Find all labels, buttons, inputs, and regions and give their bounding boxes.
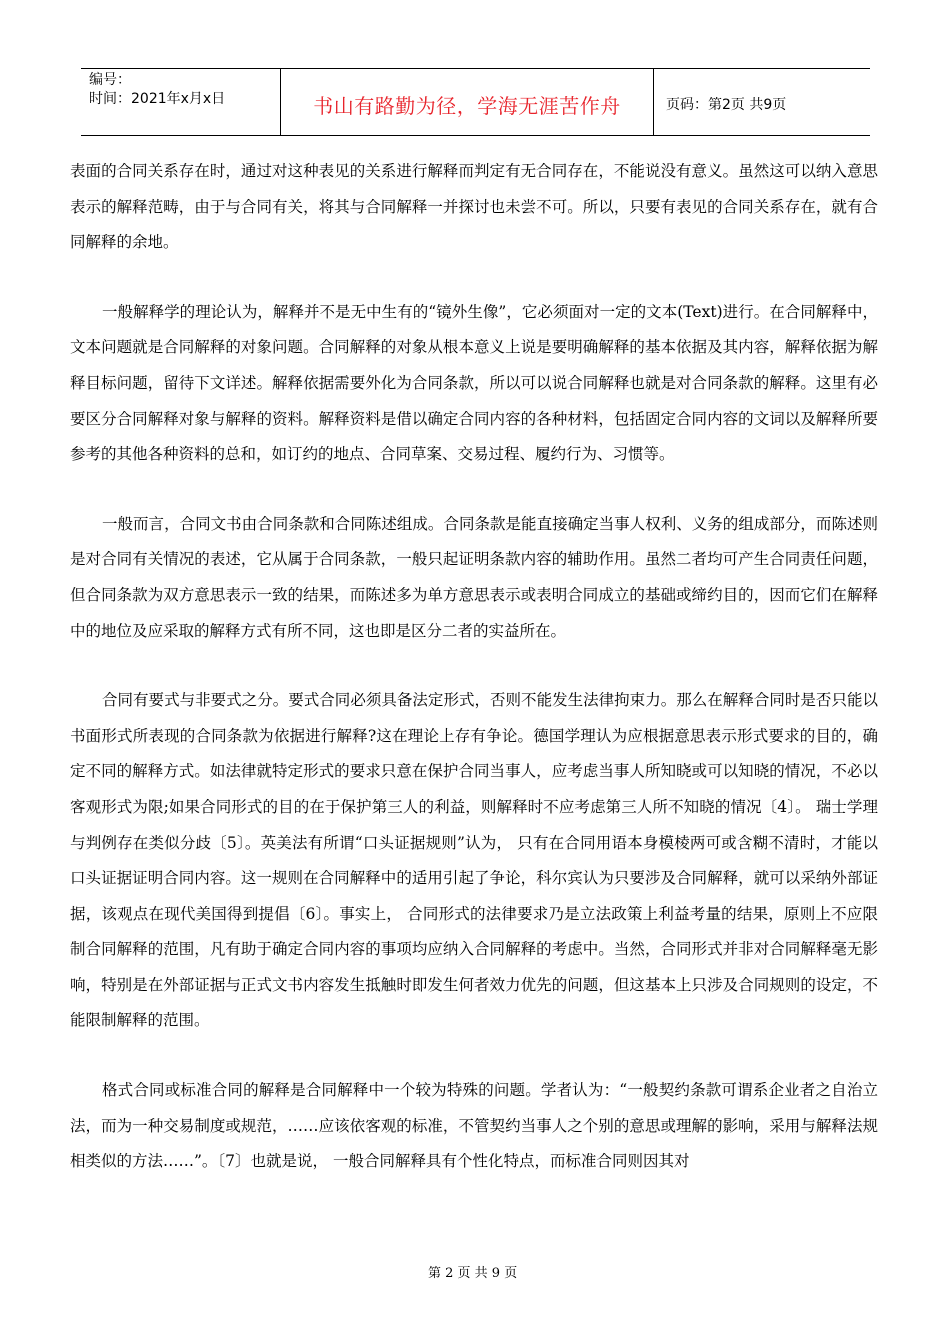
page-footer: 第 2 页 共 9 页 bbox=[428, 1266, 518, 1281]
paragraph: 表面的合同关系存在时，通过对这种表见的关系进行解释而判定有无合同存在，不能说没有意义。虽然这可以纳入意思表示的解释范畴，由于与合同有关，将其与合同解释一并探讨也未尝不可。所以，只要有表见的合同关系存在，就有合同解释的余地。 bbox=[70, 162, 878, 252]
paragraph: 合同有要式与非要式之分。要式合同必须具备法定形式，否则不能发生法律拘束力。那么在解释合同时是否只能以书面形式所表现的合同条款为依据进行解释?这在理论上存有争论。德国学理认为应根据意思表示形式要求的目的，确定不同的解释方式。如法律就特定形式的要求只意在保护合同当事人，应考虑当事人所知晓或可以知晓的情况，不必以客观形式为限;如果合同形式的目的在于保护第三人的利益，则解释时不应考虑第三人所不知晓的情况〔4〕。 瑞士学理与判例存在类似分歧〔5〕。英美法有所谓“口头证据规则”认为， 只有在合同用语本身模棱两可或含糊不清时，才能以口头证据证明合同内容。这一规则在合同解释中的适用引起了争论，科尔宾认为只要涉及合同解释，就可以采纳外部证据，该观点在现代美国得到提倡〔6〕。事实上， 合同形式的法律要求乃是立法政策上利益考量的结果，原则上不应限制合同解释的范围，凡有助于确定合同内容的事项均应纳入合同解释的考虑中。当然，合同形式并非对合同解释毫无影响，特别是在外部证据与正式文书内容发生抵触时即发生何者效力优先的问题，但这基本上只涉及合同规则的设定，不能限制解释的范围。 bbox=[70, 691, 878, 1030]
header-motto: 书山有路勤为径，学海无涯苦作舟 bbox=[281, 69, 654, 135]
number-label: 编号： bbox=[89, 72, 131, 88]
page-header bbox=[81, 68, 870, 136]
header-page-label: 页码：第2页 共9页 bbox=[666, 97, 787, 113]
document-body bbox=[70, 154, 878, 1214]
paragraph: 一般解释学的理论认为，解释并不是无中生有的“镜外生像”，它必须面对一定的文本(Text)进行。在合同解释中，文本问题就是合同解释的对象问题。合同解释的对象从根本意义上说是要明确解释的基本依据及其内容，解释依据为解释目标问题，留待下文详述。解释依据需要外化为合同条款，所以可以说合同解释也就是对合同条款的解释。这里有必要区分合同解释对象与解释的资料。解释资料是借以确定合同内容的各种材料，包括固定合同内容的文词以及解释所要参考的其他各种资料的总和，如订约的地点、合同草案、交易过程、履约行为、习惯等。 bbox=[70, 302, 878, 464]
paragraph: 一般而言，合同文书由合同条款和合同陈述组成。合同条款是能直接确定当事人权利、义务的组成部分，而陈述则是对合同有关情况的表述，它从属于合同条款，一般只起证明条款内容的辅助作用。虽然二者均可产生合同责任问题，但合同条款为双方意思表示一致的结果，而陈述多为单方意思表示或表明合同成立的基础或缔约目的，因而它们在解释中的地位及应采取的解释方式有所不同，这也即是区分二者的实益所在。 bbox=[70, 514, 878, 640]
paragraph: 格式合同或标准合同的解释是合同解释中一个较为特殊的问题。学者认为：“一般契约条款可谓系企业者之自治立法，而为一种交易制度或规范，……应该依客观的标准，不管契约当事人之个别的意思或理解的影响，采用与解释法规相类似的方法……”。〔7〕也就是说， 一般合同解释具有个性化特点，而标准合同则因其对 bbox=[70, 1081, 878, 1171]
time-label: 时间：2021年x月x日 bbox=[89, 91, 226, 107]
header-meta bbox=[81, 69, 281, 135]
